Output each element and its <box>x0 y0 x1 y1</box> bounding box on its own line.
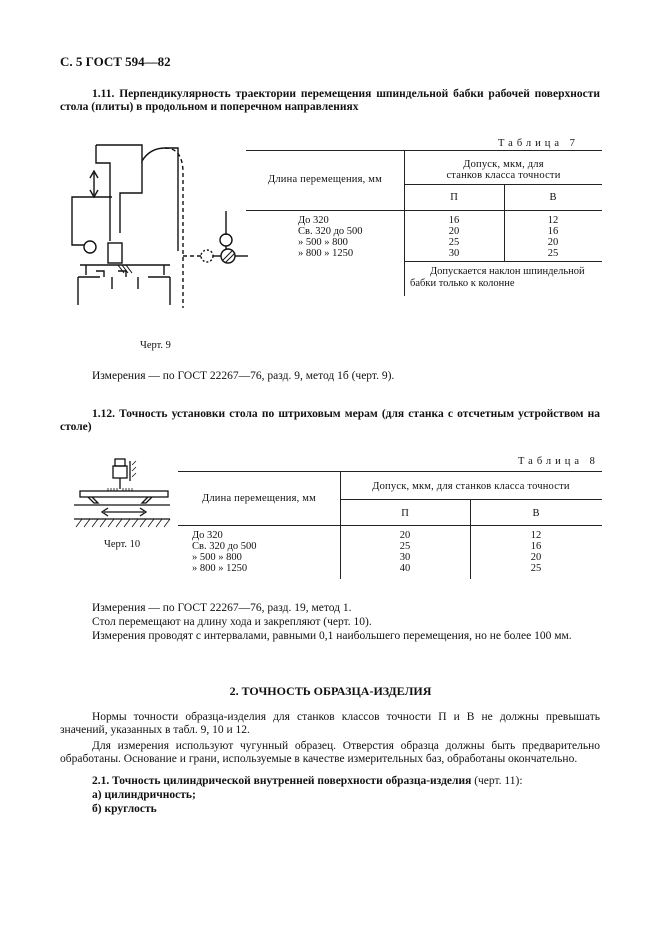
page-header: С. 5 ГОСТ 594—82 <box>60 54 171 69</box>
section-2-1-item-b: б) круглость <box>92 803 157 815</box>
section-2-heading: 2. ТОЧНОСТЬ ОБРАЗЦА-ИЗДЕЛИЯ <box>229 684 432 698</box>
drawing-9 <box>60 133 250 333</box>
table-7-cell: 20 <box>547 237 559 248</box>
table-8-cell: 30 <box>399 552 411 563</box>
table-7-cell: 16 <box>547 226 559 237</box>
table-8-cell: 20 <box>530 552 542 563</box>
table-8-column-p <box>340 530 470 574</box>
table-7-cell: Св. 320 до 500 <box>298 226 363 237</box>
table-7-cell: 16 <box>448 215 460 226</box>
table-8-cell: 12 <box>530 530 542 541</box>
drawing-10 <box>68 455 176 530</box>
section-1-12-para-2: Стол перемещают на длину хода и закрепляют (черт. 10). <box>92 616 372 628</box>
table-8-cell: 25 <box>530 563 542 574</box>
section-1-12-para-3: Измерения проводят с интервалами, равными 0,1 наибольшего перемещения, но не более 100 мм. <box>92 630 572 642</box>
table-8 <box>178 471 602 579</box>
table-7 <box>246 150 602 296</box>
table-8-cell: 20 <box>399 530 411 541</box>
table-8-caption: Таблица 8 <box>518 456 599 467</box>
table-7-caption: Таблица 7 <box>498 138 579 149</box>
table-8-column-length <box>192 530 257 574</box>
drawing-10-label: Черт. 10 <box>104 539 141 550</box>
section-2-1-reference: (черт. 11): <box>471 775 523 787</box>
table-7-cell: » 500 » 800 <box>298 237 348 248</box>
section-2-1-heading: 2.1. Точность цилиндрической внутренней поверхности образца-изделия <box>92 775 472 787</box>
table-7-note: Допускается наклон шпиндельной бабки только к колонне <box>410 266 585 289</box>
table-7-cell: » 800 » 1250 <box>298 248 354 259</box>
table-7-cell: До 320 <box>298 215 329 226</box>
section-1-12-para-1: Измерения — по ГОСТ 22267—76, разд. 19, метод 1. <box>92 602 352 614</box>
table-7-column-length <box>298 215 363 259</box>
section-2-1-heading-line <box>92 775 600 788</box>
section-1-12-heading: 1.12. Точность установки стола по штриховым мерам (для станка с отсчетным устройством на столе) <box>60 408 600 433</box>
table-8-cell: 40 <box>399 563 411 574</box>
table-7-cell: 25 <box>448 237 460 248</box>
table-8-column-v <box>470 530 602 574</box>
section-1-11-heading: 1.11. Перпендикулярность траектории перемещения шпиндельной бабки рабочей поверхности стола (плиты) в продольном и поперечном направлениях <box>60 88 600 113</box>
table-8-cell: До 320 <box>192 530 223 541</box>
table-7-cell: 25 <box>547 248 559 259</box>
table-7-cell: 30 <box>448 248 460 259</box>
table-8-cell: 16 <box>530 541 542 552</box>
section-2-para-2: Для измерения используют чугунный образец. Отверстия образца должны быть предварительно обработаны. Основание и грани, используемые в качестве измерительных баз, обработаны окончательно. <box>60 740 600 765</box>
section-2-para-1: Нормы точности образца-изделия для станков классов точности П и В не должны превышать значений, указанных в табл. 9, 10 и 12. <box>60 711 600 736</box>
table-7-cell: 20 <box>448 226 460 237</box>
table-8-cell: » 800 » 1250 <box>192 563 248 574</box>
table-8-header-class-v: В <box>532 508 540 519</box>
table-8-header-length: Длина перемещения, мм <box>202 493 316 504</box>
drawing-9-label: Черт. 9 <box>140 340 171 351</box>
section-2-1-item-a: а) цилиндричность; <box>92 789 196 801</box>
table-8-cell: » 500 » 800 <box>192 552 242 563</box>
table-8-header-class-p: П <box>401 508 409 519</box>
table-7-header-length: Длина перемещения, мм <box>268 174 382 185</box>
table-7-header-tolerance: Допуск, мкм, для станков класса точности <box>446 159 561 181</box>
table-7-header-class-p: П <box>450 192 458 203</box>
table-8-header-tolerance: Допуск, мкм, для станков класса точности <box>372 481 570 492</box>
table-7-header-class-v: В <box>549 192 557 203</box>
section-1-11-measurement: Измерения — по ГОСТ 22267—76, разд. 9, метод 1б (черт. 9). <box>92 370 395 382</box>
table-7-column-p <box>404 215 504 259</box>
table-8-cell: Св. 320 до 500 <box>192 541 257 552</box>
table-7-column-v <box>504 215 602 259</box>
table-7-cell: 12 <box>547 215 559 226</box>
table-8-cell: 25 <box>399 541 411 552</box>
